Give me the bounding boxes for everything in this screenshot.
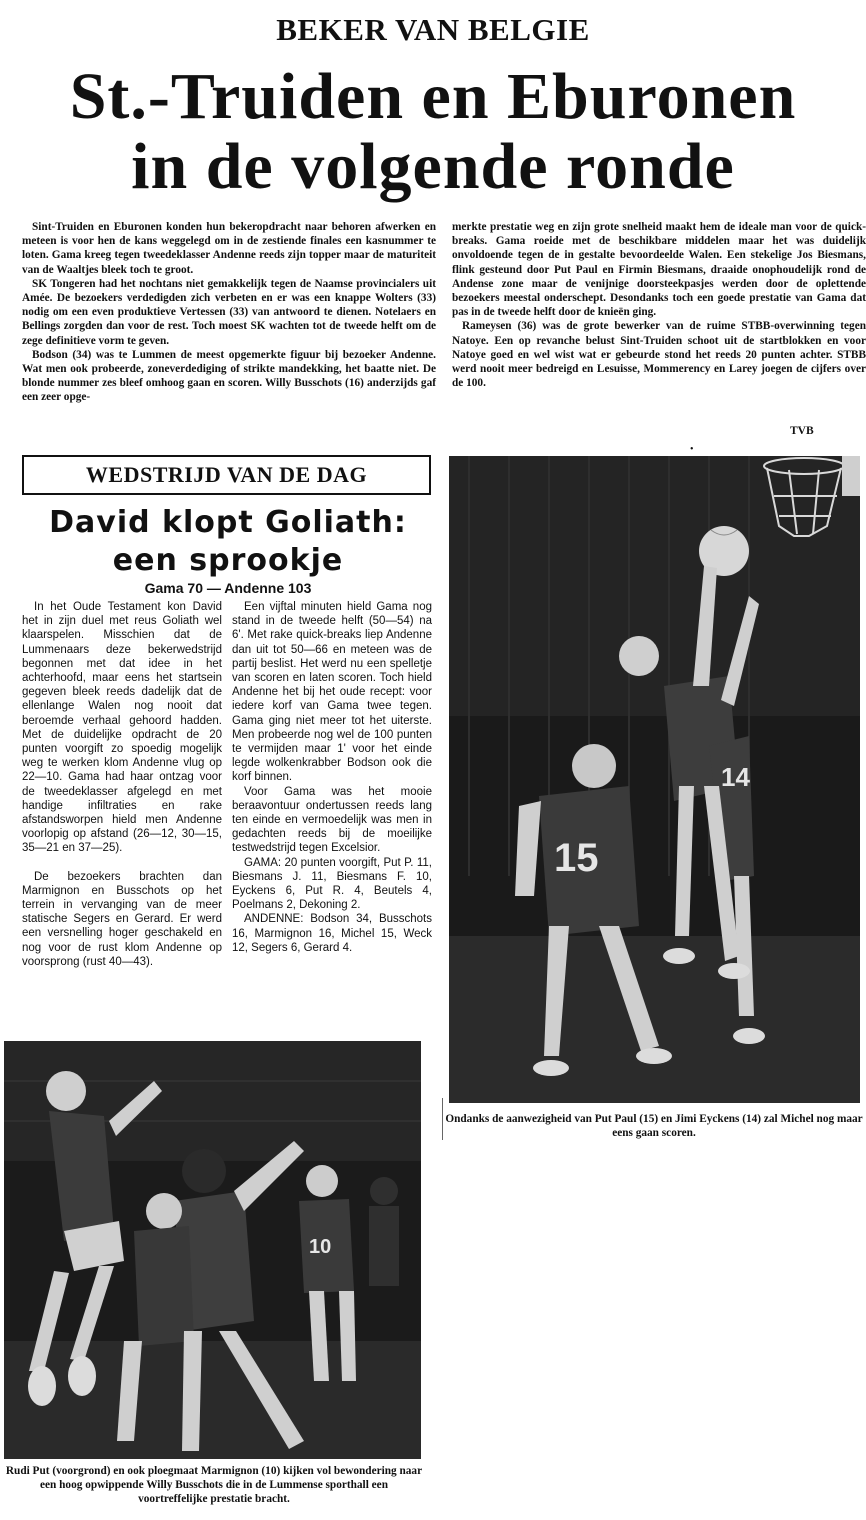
photo-right-illustration <box>449 456 860 1103</box>
photo-left-illustration <box>4 1041 421 1459</box>
decorative-dot: • <box>690 444 694 455</box>
jersey-number-15: 15 <box>554 836 599 880</box>
feature-headline-line-1: David klopt Goliath: <box>49 505 407 540</box>
body-paragraph: GAMA: 20 punten voorgift, Put P. 11, Biesmans J. 11, Biesmans F. 10, Eyckens 6, Put R. 4, Beutels 4, Poelmans 2, Dekoning 2. <box>232 856 432 912</box>
feature-box-label: WEDSTRIJD VAN DE DAG <box>22 455 431 495</box>
lead-paragraph: merkte prestatie weg en zijn grote snelheid maakt hem de ideale man voor de quick-breaks. Gama roeide met de beschikbare middelen maar het was duidelijk onvoldoende tegen de in gestalte bevoordeelde Walen. Een stekelige Jos Biesmans, flink gesteund door Put Paul en Firmin Biesmans, draaide onophoudelijk rond de Andense zone maar de venijnige doorsteekpasjes werden door de oplettende bezoekers meestal onderschept. Desondanks toch een goede prestatie van Gama dat pas in de tweede helft door de knieën ging. <box>452 221 866 319</box>
feature-column-a <box>22 600 222 969</box>
main-headline <box>0 62 866 202</box>
feature-headline-line-2: een sprookje <box>112 543 344 578</box>
lead-paragraph: Sint-Truiden en Eburonen konden hun bekeropdracht naar behoren afwerken en meteen is voor hen de kans weggelegd om in de zestiende finales een kasnummer te loten. Gama kreeg tegen tweedeklasser Andenne reeds zijn topper maar de maturiteit van de Waaltjes bleek toch te groot. <box>22 221 436 276</box>
byline: TVB <box>790 425 814 437</box>
feature-headline <box>22 504 434 580</box>
body-paragraph: In het Oude Testament kon David het in zijn duel met reus Goliath wel klaarspelen. Misschien dat de Lummenaars deze bekerwedstrijd begonnen met dat idee in het achterhoofd, maar eens het startsein gegeven bleek reeds dadelijk dat de ellenlange Walen nog nooit dat beroemde verhaal gehoord hadden. Met de duidelijke opdracht de 20 punten voorgift zo spoedig mogelijk weg te werken klom Andenne vlug op 22—10. Gama had haar ontzag voor de tweedeklasser afgelegd en met handige infiltraties en rake afstandsworpen hield men Andenne voorlopig op afstand (26—12, 30—15, 35—21 en 37—25). <box>22 601 222 855</box>
photo-right-caption: Ondanks de aanwezigheid van Put Paul (15) en Jimi Eyckens (14) zal Michel nog maar eens gaan scoren. <box>445 1113 863 1139</box>
lead-paragraph: Bodson (34) was te Lummen de meest opgemerkte figuur bij bezoeker Andenne. Wat men ook probeerde, zoneverdediging of strikte mandekking, het baatte niet. De blonde nummer zes bleef omhoog gaan en scoren. Willy Busschots (16) anderzijds gaf een zeer opge- <box>22 348 436 404</box>
photo-basketball-shot <box>449 456 860 1103</box>
lead-column-left <box>22 220 436 405</box>
headline-line-1: St.-Truiden en Eburonen <box>69 60 797 133</box>
lead-paragraph: Rameysen (36) was de grote bewerker van de ruime STBB-overwinning tegen Natoye. Een op revanche belust Sint-Truiden schoot uit de startblokken en voor Natoye goed en wel wist wat er gebeurde stond het reeds 20 punten achter. STBB werd nooit meer bedreigd en Lesuisse, Mommerency en Larey joegen de cijfers over de 100. <box>452 320 866 390</box>
body-paragraph: Een vijftal minuten hield Gama nog stand in de tweede helft (50—54) na 6'. Met rake quick-breaks liep Andenne dan uit tot 50—66 en meteen was de partij beslist. Het werd nu een spelletje van scoren en laten scoren. Toch hield Andenne het bij het oude recept: voor iedere korf van Gama twee tegen. Gama ging niet meer tot het uiterste. Men probeerde nog wel de 100 punten te vermijden maar 1' voor het einde legde wolkenkrabber Bodson ook die korf binnen. <box>232 601 432 784</box>
jersey-number-10: 10 <box>309 1236 332 1258</box>
feature-column-b <box>232 600 432 955</box>
headline-line-2: in de volgende ronde <box>131 130 735 203</box>
match-score: Gama 70 — Andenne 103 <box>144 580 312 596</box>
body-paragraph: De bezoekers brachten dan Marmignon en Busschots op het terrein in vervanging van de meer statische Segers en Gerard. Er werd een versnelling hoger geschakeld en nog voor de rust klom Andenne op voorsprong (rust 40—43). <box>22 870 222 968</box>
body-paragraph: ANDENNE: Bodson 34, Busschots 16, Marmignon 16, Michel 15, Weck 12, Segers 6, Gerard 4. <box>232 913 432 954</box>
photo-rebound-jump <box>4 1041 421 1459</box>
body-paragraph: Voor Gama was het mooie beraavontuur ondertussen reeds lang ten einde en vermoedelijk was men in gedachten reeds bij de moeilijke testwedstrijd tegen Excelsior. <box>232 785 432 855</box>
photo-left-caption: Rudi Put (voorgrond) en ook ploegmaat Marmignon (10) kijken vol bewondering naar een hoog opwippende Willy Busschots die in de Lummense sporthall een voortreffelijke prestatie bracht. <box>5 1465 423 1505</box>
lead-column-right <box>452 220 866 390</box>
jersey-number-14: 14 <box>721 762 750 792</box>
lead-paragraph: SK Tongeren had het nochtans niet gemakkelijk tegen de Naamse provincialers uit Amée. De bezoekers verdedigden zich verbeten en er was een knappe Wolters (33) nodig om een even produktieve Vertessen (33) van antwoord te dienen. Notelaers en Bellings zorgden dan voor de rest. Toch moest SK wachten tot de tweede helft om de zege definitieve vorm te geven. <box>22 277 436 347</box>
section-kicker: BEKER VAN BELGIE <box>276 12 590 47</box>
